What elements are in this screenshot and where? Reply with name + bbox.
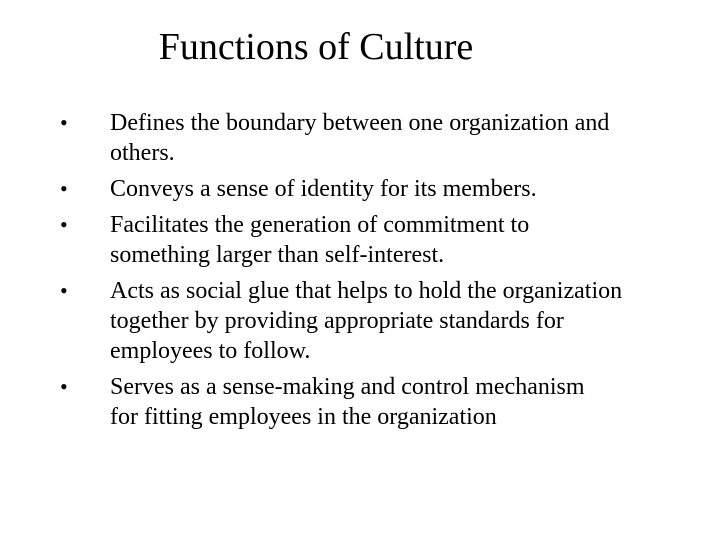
bullet-list: [56, 108, 716, 438]
bullet-item-identity: [56, 174, 716, 204]
slide-title: [0, 22, 728, 72]
bullet-item-boundary: [56, 108, 716, 168]
bullet-dot-icon: •: [60, 176, 68, 201]
bullet-item-commitment: [56, 210, 716, 270]
bullet-text: Serves as a sense-making and control mechanism for fitting employees in the organization: [110, 374, 585, 430]
bullet-text: Acts as social glue that helps to hold the organization together by providing appropriate standards for employees to follow.: [110, 278, 623, 364]
bullet-dot-icon: •: [60, 278, 68, 303]
bullet-text: Facilitates the generation of commitment to something larger than self-interest.: [110, 212, 530, 268]
bullet-text: Defines the boundary between one organization and others.: [110, 110, 610, 166]
bullet-dot-icon: •: [60, 212, 68, 237]
bullet-item-social-glue: [56, 276, 716, 366]
slide-title-text: Functions of Culture: [158, 26, 474, 68]
bullet-dot-icon: •: [60, 110, 68, 135]
bullet-text: Conveys a sense of identity for its members.: [110, 176, 537, 202]
bullet-item-sense-making: [56, 372, 716, 432]
bullet-dot-icon: •: [60, 374, 68, 399]
